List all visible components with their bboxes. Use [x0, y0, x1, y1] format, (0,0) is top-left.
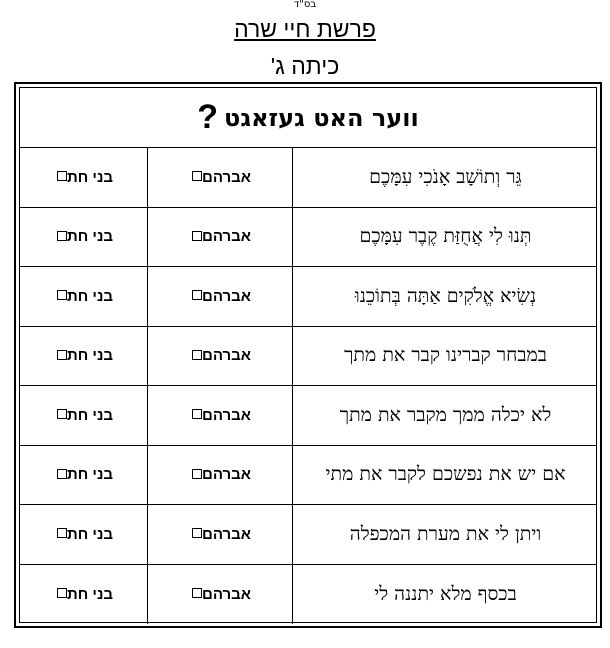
- checkbox-icon[interactable]: [192, 409, 202, 419]
- option-avraham-label: אברהם: [202, 228, 251, 246]
- option-bnei-ches-label: בני חת: [66, 168, 114, 186]
- checkbox-icon[interactable]: [192, 350, 202, 360]
- worksheet-table: [19, 87, 597, 623]
- quote-row: [20, 208, 596, 268]
- checkbox-icon[interactable]: [57, 588, 67, 598]
- option-avraham[interactable]: [147, 267, 292, 326]
- option-avraham-label: אברהם: [202, 168, 251, 186]
- worksheet-heading: [20, 88, 596, 148]
- quote-text: נְשִׂיא אֱלֹקִים אַתָּה בְּתוֹכֵנוּ: [292, 267, 598, 326]
- option-avraham[interactable]: [147, 386, 292, 445]
- option-bnei-ches-label: בני חת: [66, 585, 114, 603]
- question-mark: ?: [197, 98, 219, 136]
- option-bnei-ches[interactable]: [20, 446, 147, 505]
- checkbox-icon[interactable]: [57, 290, 67, 300]
- option-avraham-label: אברהם: [202, 585, 251, 603]
- worksheet-frame: [14, 82, 602, 628]
- option-bnei-ches-label: בני חת: [66, 228, 114, 246]
- option-bnei-ches-label: בני חת: [66, 347, 114, 365]
- checkbox-icon[interactable]: [192, 290, 202, 300]
- top-mark: בס"ד: [293, 0, 317, 10]
- option-avraham-label: אברהם: [202, 525, 251, 543]
- checkbox-icon[interactable]: [192, 171, 202, 181]
- option-bnei-ches[interactable]: [20, 565, 147, 625]
- option-avraham-label: אברהם: [202, 466, 251, 484]
- checkbox-icon[interactable]: [57, 350, 67, 360]
- option-avraham[interactable]: [147, 565, 292, 625]
- quote-text: ויתן לי את מערת המכפלה: [292, 505, 598, 564]
- heading-text: ווער האט געזאגט: [224, 103, 419, 132]
- page-subtitle: כיתה ג': [270, 53, 340, 79]
- checkbox-icon[interactable]: [192, 588, 202, 598]
- checkbox-icon[interactable]: [57, 171, 67, 181]
- checkbox-icon[interactable]: [57, 231, 67, 241]
- option-bnei-ches[interactable]: [20, 327, 147, 386]
- quote-row: [20, 565, 596, 625]
- option-bnei-ches-label: בני חת: [66, 287, 114, 305]
- page-title: פרשת חיי שרה: [234, 16, 376, 42]
- option-bnei-ches[interactable]: [20, 208, 147, 267]
- checkbox-icon[interactable]: [192, 469, 202, 479]
- option-avraham[interactable]: [147, 327, 292, 386]
- checkbox-icon[interactable]: [57, 409, 67, 419]
- checkbox-icon[interactable]: [57, 528, 67, 538]
- option-bnei-ches-label: בני חת: [66, 466, 114, 484]
- option-avraham-label: אברהם: [202, 347, 251, 365]
- option-avraham-label: אברהם: [202, 406, 251, 424]
- option-bnei-ches[interactable]: [20, 148, 147, 207]
- option-avraham[interactable]: [147, 148, 292, 207]
- quote-text: לא יכלה ממך מקבר את מתך: [292, 386, 598, 445]
- quote-row: [20, 148, 596, 208]
- quote-text: גֵּר וְתוֹשָׁב אָנֹכִי עִמָּכֶם: [292, 148, 598, 207]
- quote-row: [20, 505, 596, 565]
- quote-text: אם יש את נפשכם לקבר את מתי: [292, 446, 598, 505]
- quote-text: תְּנוּ לִי אֲחֻזַּת קֶבֶר עִמָּכֶם: [292, 208, 598, 267]
- checkbox-icon[interactable]: [57, 469, 67, 479]
- option-avraham[interactable]: [147, 446, 292, 505]
- quote-row: [20, 267, 596, 327]
- quote-row: [20, 386, 596, 446]
- quote-rows: [20, 148, 596, 624]
- option-bnei-ches-label: בני חת: [66, 406, 114, 424]
- option-bnei-ches[interactable]: [20, 386, 147, 445]
- option-bnei-ches-label: בני חת: [66, 525, 114, 543]
- quote-text: בכסף מלא יתננה לי: [292, 565, 598, 625]
- checkbox-icon[interactable]: [192, 528, 202, 538]
- option-bnei-ches[interactable]: [20, 267, 147, 326]
- option-avraham-label: אברהם: [202, 287, 251, 305]
- quote-text: במבחר קברינו קבר את מתך: [292, 327, 598, 386]
- option-avraham[interactable]: [147, 208, 292, 267]
- quote-row: [20, 327, 596, 387]
- checkbox-icon[interactable]: [192, 231, 202, 241]
- option-avraham[interactable]: [147, 505, 292, 564]
- quote-row: [20, 446, 596, 506]
- option-bnei-ches[interactable]: [20, 505, 147, 564]
